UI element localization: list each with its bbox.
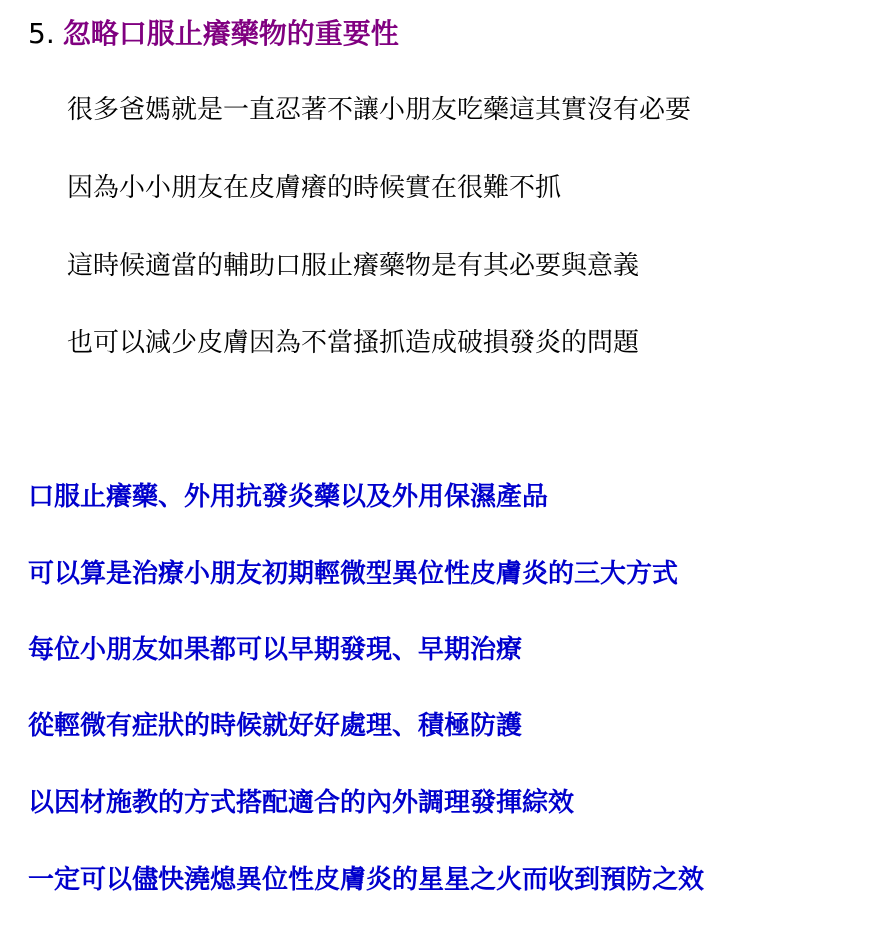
body-line: 這時候適當的輔助口服止癢藥物是有其必要與意義: [67, 251, 640, 281]
summary-line: 口服止癢藥、外用抗發炎藥以及外用保濕產品: [28, 482, 549, 512]
summary-line: 可以算是治療小朋友初期輕微型異位性皮膚炎的三大方式: [28, 559, 679, 589]
section-number: 5.: [28, 17, 55, 50]
summary-line: 一定可以儘快澆熄異位性皮膚炎的星星之火而收到預防之效: [28, 865, 705, 895]
summary-line: 從輕微有症狀的時候就好好處理、積極防護: [28, 711, 523, 741]
summary-line: 以因材施教的方式搭配適合的內外調理發揮綜效: [28, 788, 575, 818]
body-line: 因為小小朋友在皮膚癢的時候實在很難不抓: [67, 173, 562, 203]
body-line: 也可以減少皮膚因為不當搔抓造成破損發炎的問題: [67, 328, 640, 358]
summary-line: 每位小朋友如果都可以早期發現、早期治療: [28, 635, 523, 665]
section-heading: [28, 14, 399, 54]
body-line: 很多爸媽就是一直忍著不讓小朋友吃藥這其實沒有必要: [67, 95, 692, 125]
section-title: 忽略口服止癢藥物的重要性: [62, 17, 399, 50]
